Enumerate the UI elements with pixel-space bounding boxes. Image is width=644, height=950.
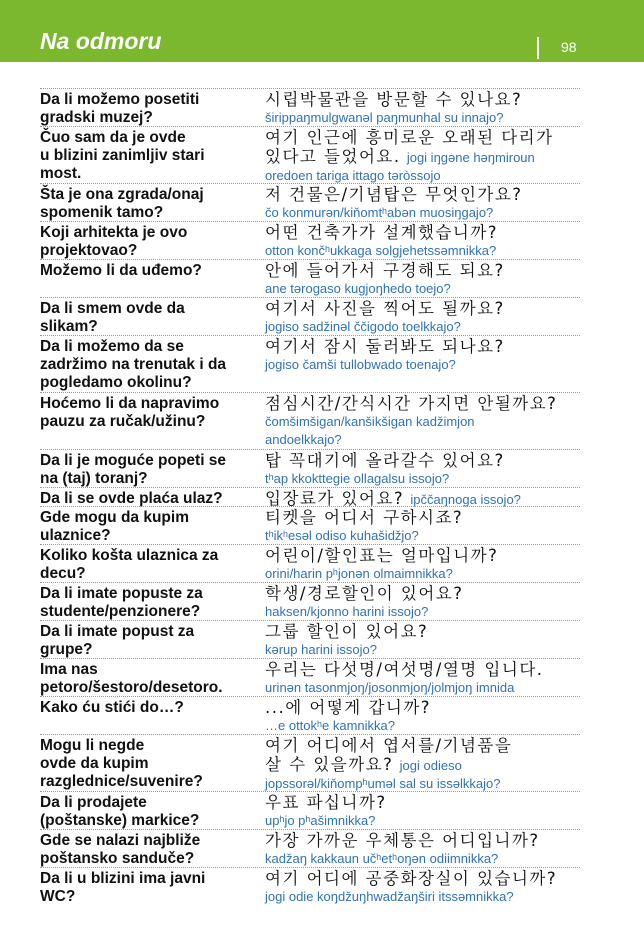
serbian-phrase-line: spomenik tamo?: [40, 204, 164, 221]
korean-text: ...에 어떻게 갑니까?: [265, 698, 432, 717]
serbian-phrase-line: grupe?: [40, 641, 93, 658]
serbian-phrase: [40, 186, 254, 222]
transliteration: …e ottokʰe kamnikka?: [265, 718, 395, 733]
transliteration: jogi odie koŋdžuŋhwadžaŋširi itssəmnikka?: [265, 889, 514, 904]
serbian-phrase-line: decu?: [40, 565, 86, 582]
serbian-phrase-line: zadržimo na trenutak i da: [40, 356, 227, 373]
korean-text: 가장 가까운 우체통은 어디입니까?: [265, 831, 540, 850]
transliteration: upʰjo pʰašimnikka?: [265, 813, 376, 828]
korean-text: 입장료가 있어요?: [265, 489, 405, 508]
korean-text: 시립박물관을 방문할 수 있나요?: [265, 90, 523, 109]
transliteration: haksen/kjonno harini issojo?: [265, 604, 429, 619]
korean-translation: [265, 128, 585, 185]
transliteration: tʰikʰesəl odiso kuhašidžjo?: [265, 528, 419, 543]
serbian-phrase-line: gradski muzej?: [40, 109, 153, 126]
serbian-phrase-line: Hoćemo li da napravimo: [40, 395, 220, 412]
korean-translation: [265, 90, 585, 127]
page-number: 98: [561, 39, 577, 55]
transliteration: urinən tasonmjoŋ/josonmjoŋ/jolmjoŋ imnida: [265, 680, 515, 695]
phrase-row: [40, 221, 580, 259]
serbian-phrase: [40, 338, 254, 392]
korean-text: 여기서 잠시 둘러봐도 되나요?: [265, 337, 505, 356]
serbian-phrase-line: petoro/šestoro/desetoro.: [40, 679, 223, 696]
serbian-phrase: [40, 737, 254, 791]
serbian-phrase: [40, 91, 254, 127]
transliteration: čo konmurən/kiňomtʰabən muosiŋgajo?: [265, 205, 494, 220]
phrase-row: [40, 259, 580, 297]
phrase-row: [40, 867, 580, 905]
transliteration: orini/harin pʰjonən olmaimnikka?: [265, 566, 453, 581]
phrase-row: [40, 487, 580, 506]
korean-translation: [265, 584, 585, 621]
phrase-row: [40, 829, 580, 867]
serbian-phrase-line: razglednice/suvenire?: [40, 773, 203, 790]
section-title: Na odmoru: [40, 28, 162, 54]
header-divider: [537, 37, 539, 59]
korean-text: 살 수 있을까요?: [265, 755, 394, 774]
serbian-phrase: [40, 509, 254, 545]
serbian-phrase-line: most.: [40, 165, 82, 182]
serbian-phrase: [40, 262, 254, 280]
serbian-phrase-line: Mogu li negde: [40, 737, 145, 754]
serbian-phrase-line: Čuo sam da je ovde: [40, 129, 186, 146]
phrase-row: [40, 696, 580, 734]
serbian-phrase-line: Koliko košta ulaznica za: [40, 547, 219, 564]
korean-translation: [265, 299, 585, 336]
phrase-row: [40, 449, 580, 487]
korean-translation: [265, 831, 585, 868]
phrase-row: [40, 791, 580, 829]
transliteration: tʰap kkokttegie ollagalsu issojo?: [265, 471, 450, 486]
transliteration: kadžaŋ kakkaun učʰetʰoŋən odiimnikka?: [265, 851, 499, 866]
serbian-phrase-line: WC?: [40, 888, 76, 905]
serbian-phrase-line: Koji arhitekta je ovo: [40, 224, 188, 241]
transliteration: jopssorəl/kiňompʰuməl sal su issəlkkajo?: [265, 776, 501, 791]
phrase-row: [40, 335, 580, 392]
korean-text: 우리는 다섯명/여섯명/열명 입니다.: [265, 660, 544, 679]
serbian-phrase-line: slikam?: [40, 318, 98, 335]
korean-translation: [265, 869, 585, 906]
serbian-phrase-line: pauzu za ručak/užinu?: [40, 413, 206, 430]
phrase-row: [40, 126, 580, 183]
korean-text: 여기 어디에서 엽서를/기념품을: [265, 736, 513, 755]
phrase-row: [40, 582, 580, 620]
korean-text: 어린이/할인표는 얼마입니까?: [265, 546, 499, 565]
serbian-phrase: [40, 129, 254, 183]
transliteration: čomšimšigan/kanšikšigan kadžimjon: [265, 414, 475, 429]
phrase-row: [40, 734, 580, 791]
serbian-phrase: [40, 661, 254, 697]
korean-text: 우표 파십니까?: [265, 793, 387, 812]
serbian-phrase-line: ulaznice?: [40, 527, 111, 544]
serbian-phrase-line: Ima nas: [40, 661, 98, 678]
serbian-phrase-line: Da li možemo da se: [40, 338, 184, 355]
serbian-phrase-line: Možemo li da uđemo?: [40, 262, 202, 279]
phrase-row: [40, 620, 580, 658]
korean-translation: [265, 451, 585, 488]
transliteration: oredoen tariga ittago təròssojo: [265, 168, 441, 183]
transliteration: kərup harini issojo?: [265, 642, 378, 657]
serbian-phrase-line: Kako ću stići do…?: [40, 699, 184, 716]
phrase-row: [40, 658, 580, 696]
serbian-phrase: [40, 224, 254, 260]
transliteration: jogiso sadžinəl ččigodo toelkkajo?: [265, 319, 461, 334]
serbian-phrase: [40, 585, 254, 621]
serbian-phrase: [40, 452, 254, 488]
korean-translation: [265, 185, 585, 222]
serbian-phrase-line: pogledamo okolinu?: [40, 374, 192, 391]
serbian-phrase-line: projektovao?: [40, 242, 138, 259]
serbian-phrase: [40, 623, 254, 659]
transliteration: jogi iŋgəne həŋmiroun: [406, 150, 535, 165]
serbian-phrase: [40, 699, 254, 717]
serbian-phrase-line: Da li imate popust za: [40, 623, 195, 640]
phrase-row: [40, 183, 580, 221]
serbian-phrase: [40, 395, 254, 431]
serbian-phrase-line: Da li je moguće popeti se: [40, 452, 227, 469]
transliteration: otton končʰukkaga solgjehetssəmnikka?: [265, 243, 497, 258]
serbian-phrase-line: Da li imate popuste za: [40, 585, 203, 602]
korean-translation: [265, 261, 585, 298]
korean-text: 탑 꼭대기에 올라갈수 있어요?: [265, 451, 505, 470]
serbian-phrase-line: Da li možemo posetiti: [40, 91, 200, 108]
serbian-phrase-line: poštansko sanduče?: [40, 850, 195, 867]
serbian-phrase-line: na (taj) toranj?: [40, 470, 148, 487]
serbian-phrase-line: Da li prodajete: [40, 794, 147, 811]
korean-translation: [265, 736, 585, 793]
transliteration: jogiso čamši tullobwado toenajo?: [265, 357, 456, 372]
korean-translation: [265, 508, 585, 545]
serbian-phrase: [40, 547, 254, 583]
korean-translation: [265, 546, 585, 583]
serbian-phrase-line: Da li smem ovde da: [40, 300, 185, 317]
serbian-phrase-line: studente/penzionere?: [40, 603, 201, 620]
korean-translation: [265, 660, 585, 697]
korean-text: 저 건물은/기념탑은 무엇인가요?: [265, 185, 523, 204]
korean-text: 있다고 들었어요.: [265, 147, 401, 166]
korean-translation: [265, 394, 585, 449]
korean-text: 어떤 건축가가 설계했습니까?: [265, 223, 499, 242]
phrase-list: [40, 88, 580, 905]
transliteration: jogi odieso: [399, 758, 462, 773]
transliteration: ane tərogaso kugjoŋhedo toejo?: [265, 281, 451, 296]
serbian-phrase: [40, 870, 254, 906]
korean-translation: [265, 793, 585, 830]
serbian-phrase-line: Da li se ovde plaća ulaz?: [40, 490, 223, 507]
korean-translation: [265, 337, 585, 374]
korean-text: 여기서 사진을 찍어도 될까요?: [265, 299, 505, 318]
korean-translation: [265, 698, 585, 735]
phrase-row: [40, 506, 580, 544]
korean-translation: [265, 622, 585, 659]
korean-translation: [265, 223, 585, 260]
serbian-phrase-line: (poštanske) markice?: [40, 812, 200, 829]
transliteration: ipččaŋnoga issojo?: [410, 492, 521, 507]
serbian-phrase: [40, 300, 254, 336]
serbian-phrase: [40, 832, 254, 868]
phrase-row: [40, 88, 580, 126]
phrase-row: [40, 392, 580, 449]
korean-text: 점심시간/간식시간 가지면 안될까요?: [265, 394, 558, 413]
serbian-phrase-line: Da li u blizini ima javni: [40, 870, 206, 887]
korean-text: 안에 들어가서 구경해도 되요?: [265, 261, 505, 280]
phrase-row: [40, 544, 580, 582]
serbian-phrase-line: u blizini zanimljiv stari: [40, 147, 205, 164]
phrase-row: [40, 297, 580, 335]
page-header: [0, 0, 644, 62]
korean-text: 그룹 할인이 있어요?: [265, 622, 429, 641]
korean-text: 여기 인근에 흥미로운 오래된 다리가: [265, 128, 554, 147]
transliteration: širippaŋmulgwanəl paŋmunhal su innajo?: [265, 110, 504, 125]
korean-text: 티켓을 어디서 구하시죠?: [265, 508, 464, 527]
serbian-phrase: [40, 794, 254, 830]
korean-text: 학생/경로할인이 있어요?: [265, 584, 464, 603]
serbian-phrase-line: ovde da kupim: [40, 755, 149, 772]
transliteration: andoelkkajo?: [265, 432, 342, 447]
korean-text: 여기 어디에 공중화장실이 있습니까?: [265, 869, 558, 888]
serbian-phrase-line: Gde se nalazi najbliže: [40, 832, 201, 849]
serbian-phrase-line: Šta je ona zgrada/onaj: [40, 186, 204, 203]
serbian-phrase-line: Gde mogu da kupim: [40, 509, 189, 526]
